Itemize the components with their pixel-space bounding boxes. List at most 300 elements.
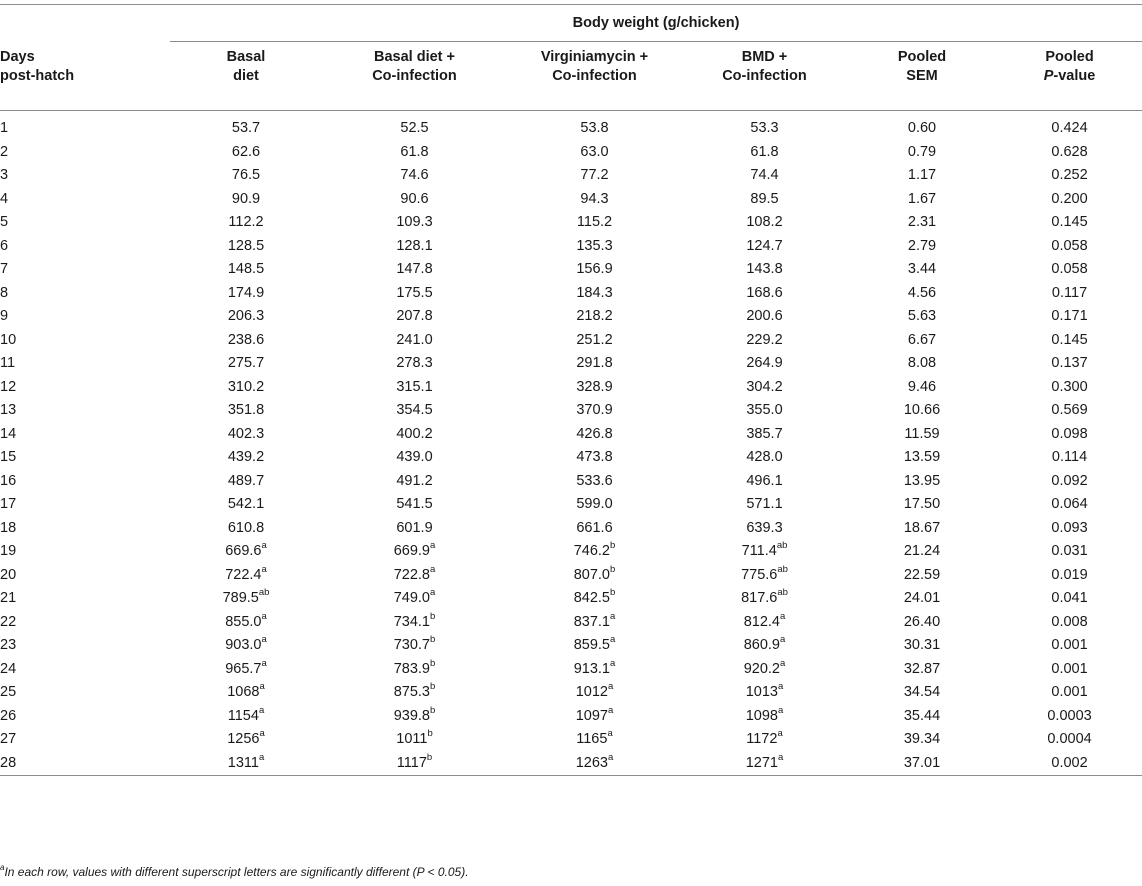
column-header-line2: post-hatch — [0, 67, 75, 84]
cell-value: 0.058 — [1051, 261, 1088, 277]
significance-superscript: a — [430, 540, 436, 552]
virginiamycin-cell — [507, 752, 682, 776]
pooled-sem-cell — [847, 681, 997, 705]
virginiamycin-cell — [507, 587, 682, 611]
cell-value: 0.001 — [1051, 660, 1088, 677]
cell-value: 115.2 — [576, 214, 613, 230]
column-header-days — [0, 42, 170, 111]
basal-diet-cell — [170, 493, 322, 517]
cell-value: 0.031 — [1051, 543, 1088, 559]
cell-value: 355.0 — [746, 402, 783, 418]
cell-value: 53.7 — [231, 120, 261, 136]
significance-superscript: ab — [258, 587, 270, 599]
cell-value: 108.2 — [746, 214, 783, 230]
p-value-cell — [997, 611, 1142, 635]
significance-superscript: b — [430, 634, 436, 646]
significance-superscript: a — [780, 634, 786, 646]
day-cell — [0, 141, 170, 165]
cell-value: 842.5 — [573, 590, 610, 606]
p-value-cell — [997, 446, 1142, 470]
significance-superscript: b — [430, 657, 436, 669]
day-cell — [0, 329, 170, 353]
cell-value: 913.1 — [573, 660, 610, 677]
day-cell — [0, 211, 170, 235]
cell-value: 639.3 — [746, 519, 783, 536]
table-row — [0, 111, 1142, 141]
basal-diet-cell — [170, 305, 322, 329]
table-row — [0, 399, 1142, 423]
cell-value: 76.5 — [231, 167, 261, 183]
significance-superscript: a — [607, 704, 614, 716]
day-cell — [0, 611, 170, 635]
basal-coinfection-cell — [322, 611, 507, 635]
table-row — [0, 329, 1142, 353]
column-header-line2: SEM — [906, 68, 938, 84]
basal-diet-cell — [170, 611, 322, 635]
basal-diet-cell — [170, 188, 322, 212]
pooled-sem-cell — [847, 493, 997, 517]
basal-diet-cell — [170, 517, 322, 541]
cell-value: 1154 — [227, 707, 259, 724]
virginiamycin-cell — [507, 329, 682, 353]
virginiamycin-cell — [507, 681, 682, 705]
table-row — [0, 540, 1142, 564]
cell-value: 74.6 — [400, 167, 429, 183]
cell-value: 135.3 — [576, 237, 613, 254]
basal-diet-cell — [170, 352, 322, 376]
table-row — [0, 611, 1142, 635]
cell-value: 200.6 — [746, 308, 783, 324]
column-header-line1: Virginiamycin + — [540, 49, 649, 65]
cell-value: 783.9 — [393, 660, 430, 677]
cell-value: 875.3 — [393, 684, 430, 700]
cell-value: 0.0004 — [1047, 731, 1092, 747]
pooled-sem-cell — [847, 141, 997, 165]
virginiamycin-cell — [507, 493, 682, 517]
cell-value: 1256 — [227, 731, 260, 747]
significance-superscript: a — [777, 751, 784, 763]
cell-value: 2.31 — [907, 214, 937, 230]
cell-value: 148.5 — [227, 261, 265, 277]
column-header-line2: diet — [233, 68, 259, 84]
cell-value: 206.3 — [227, 308, 265, 324]
day-cell — [0, 376, 170, 400]
bmd-cell — [682, 634, 847, 658]
footnote-text: In each row, values with different superscript letters are significantly different (P < 0.05). — [4, 865, 469, 879]
cell-value: 669.6 — [225, 543, 262, 559]
cell-value: 1271 — [745, 754, 778, 771]
cell-value: 428.0 — [746, 449, 783, 465]
cell-value: 0.171 — [1051, 308, 1088, 324]
virginiamycin-cell — [507, 517, 682, 541]
basal-coinfection-cell — [322, 376, 507, 400]
basal-coinfection-cell — [322, 399, 507, 423]
day-cell — [0, 540, 170, 564]
significance-superscript: b — [610, 563, 616, 575]
p-value-cell — [997, 282, 1142, 306]
cell-value: 291.8 — [576, 355, 613, 371]
basal-coinfection-cell — [322, 752, 507, 776]
pooled-sem-cell — [847, 517, 997, 541]
cell-value: 1.67 — [907, 190, 937, 207]
cell-value: 229.2 — [746, 331, 783, 348]
cell-value: 2 — [0, 143, 9, 160]
cell-value: 370.9 — [576, 402, 613, 418]
basal-diet-cell — [170, 111, 322, 141]
virginiamycin-cell — [507, 634, 682, 658]
day-cell — [0, 258, 170, 282]
cell-value: 10.66 — [903, 402, 941, 418]
cell-value: 7 — [0, 261, 9, 277]
basal-coinfection-cell — [322, 235, 507, 259]
basal-coinfection-cell — [322, 305, 507, 329]
cell-value: 1263 — [575, 754, 608, 771]
cell-value: 20 — [0, 566, 17, 583]
cell-value: 599.0 — [576, 496, 613, 512]
cell-value: 0.252 — [1051, 167, 1088, 183]
day-cell — [0, 470, 170, 494]
basal-coinfection-cell — [322, 634, 507, 658]
p-value-cell — [997, 564, 1142, 588]
virginiamycin-cell — [507, 470, 682, 494]
cell-value: 541.5 — [396, 496, 433, 512]
cell-value: 855.0 — [225, 613, 262, 630]
cell-value: 10 — [0, 331, 17, 348]
pooled-sem-cell — [847, 352, 997, 376]
cell-value: 0.041 — [1051, 590, 1088, 606]
cell-value: 3 — [0, 167, 9, 183]
table-row — [0, 752, 1142, 776]
table-row — [0, 211, 1142, 235]
day-cell — [0, 423, 170, 447]
significance-superscript: a — [610, 610, 616, 622]
table-row — [0, 517, 1142, 541]
column-header-line2: Co-infection — [372, 68, 457, 84]
bmd-cell — [682, 352, 847, 376]
pooled-sem-cell — [847, 376, 997, 400]
basal-coinfection-cell — [322, 164, 507, 188]
basal-diet-cell — [170, 681, 322, 705]
column-header-line1: Days — [0, 48, 35, 65]
cell-value: 26 — [0, 707, 17, 724]
cell-value: 749.0 — [393, 590, 430, 606]
column-header-bmd-coinfection — [682, 42, 847, 111]
cell-value: 238.6 — [227, 331, 265, 348]
cell-value: 13.95 — [903, 472, 941, 489]
p-value-cell — [997, 728, 1142, 752]
significance-superscript: b — [430, 704, 436, 716]
bmd-cell — [682, 164, 847, 188]
virginiamycin-cell — [507, 164, 682, 188]
cell-value: 0.60 — [907, 120, 937, 136]
cell-value: 278.3 — [396, 355, 433, 371]
significance-superscript: a — [259, 728, 265, 740]
significance-superscript: a — [610, 657, 616, 669]
column-header-line1: Basal — [226, 49, 266, 65]
cell-value: 0.001 — [1051, 684, 1088, 700]
column-header-basal-diet — [170, 42, 322, 111]
basal-coinfection-cell — [322, 564, 507, 588]
basal-coinfection-cell — [322, 587, 507, 611]
significance-superscript: a — [258, 704, 265, 716]
p-value-cell — [997, 705, 1142, 729]
cell-value: 128.5 — [227, 237, 265, 254]
cell-value: 12 — [0, 378, 17, 395]
cell-value: 30.31 — [903, 637, 941, 653]
pooled-sem-cell — [847, 164, 997, 188]
day-cell — [0, 587, 170, 611]
day-cell — [0, 728, 170, 752]
day-cell — [0, 658, 170, 682]
cell-value: 156.9 — [576, 261, 613, 277]
basal-coinfection-cell — [322, 188, 507, 212]
significance-superscript: a — [430, 563, 436, 575]
cell-value: 859.5 — [573, 637, 610, 653]
virginiamycin-cell — [507, 658, 682, 682]
cell-value: 18 — [0, 519, 17, 536]
virginiamycin-cell — [507, 211, 682, 235]
cell-value: 860.9 — [743, 637, 780, 653]
day-cell — [0, 235, 170, 259]
bmd-cell — [682, 611, 847, 635]
p-value-cell — [997, 681, 1142, 705]
table-row — [0, 423, 1142, 447]
cell-value: 34.54 — [903, 684, 941, 700]
cell-value: 17.50 — [903, 496, 941, 512]
cell-value: 0.145 — [1051, 214, 1088, 230]
column-header-pooled-p-value — [997, 42, 1142, 111]
cell-value: 0.569 — [1051, 402, 1088, 418]
basal-diet-cell — [170, 399, 322, 423]
pooled-sem-cell — [847, 705, 997, 729]
pooled-sem-cell — [847, 611, 997, 635]
virginiamycin-cell — [507, 376, 682, 400]
cell-value: 439.2 — [227, 449, 265, 465]
cell-value: 2.79 — [907, 237, 937, 254]
cell-value: 128.1 — [396, 237, 433, 254]
basal-coinfection-cell — [322, 211, 507, 235]
cell-value: 0.092 — [1051, 472, 1088, 489]
significance-superscript: a — [607, 681, 614, 693]
cell-value: 241.0 — [396, 331, 433, 348]
basal-diet-cell — [170, 728, 322, 752]
day-cell — [0, 111, 170, 141]
cell-value: 18.67 — [903, 519, 941, 536]
significance-superscript: a — [261, 610, 267, 622]
pooled-sem-cell — [847, 470, 997, 494]
cell-value: 722.8 — [393, 566, 430, 583]
cell-value: 491.2 — [396, 472, 433, 489]
table-row — [0, 164, 1142, 188]
cell-value: 39.34 — [903, 731, 941, 747]
cell-value: 6.67 — [907, 331, 937, 348]
cell-value: 328.9 — [576, 378, 613, 395]
cell-value: 542.1 — [227, 496, 265, 512]
cell-value: 402.3 — [227, 425, 265, 442]
cell-value: 1172 — [746, 731, 778, 747]
p-value-suffix: -value — [1053, 68, 1096, 84]
cell-value: 6 — [0, 237, 9, 254]
cell-value: 109.3 — [396, 214, 433, 230]
column-header-line2 — [997, 67, 1142, 86]
p-value-cell — [997, 164, 1142, 188]
cell-value: 184.3 — [576, 284, 613, 301]
cell-value: 496.1 — [746, 472, 783, 489]
basal-coinfection-cell — [322, 423, 507, 447]
column-header-virginiamycin-coinfection — [507, 42, 682, 111]
significance-superscript: a — [261, 540, 267, 552]
cell-value: 90.9 — [231, 190, 261, 207]
p-value-cell — [997, 376, 1142, 400]
basal-diet-cell — [170, 634, 322, 658]
cell-value: 143.8 — [746, 261, 783, 277]
cell-value: 1098 — [745, 707, 778, 724]
basal-diet-cell — [170, 235, 322, 259]
cell-value: 112.2 — [228, 214, 264, 230]
basal-coinfection-cell — [322, 517, 507, 541]
bmd-cell — [682, 188, 847, 212]
significance-superscript: a — [777, 728, 783, 740]
table-row — [0, 658, 1142, 682]
day-cell — [0, 305, 170, 329]
cell-value: 52.5 — [400, 120, 429, 136]
basal-coinfection-cell — [322, 329, 507, 353]
p-value-cell — [997, 517, 1142, 541]
basal-coinfection-cell — [322, 446, 507, 470]
cell-value: 789.5 — [222, 590, 259, 606]
cell-value: 439.0 — [396, 449, 433, 465]
cell-value: 304.2 — [746, 378, 783, 395]
table-row — [0, 446, 1142, 470]
cell-value: 62.6 — [231, 143, 261, 160]
cell-value: 21.24 — [903, 543, 941, 559]
p-value-cell — [997, 587, 1142, 611]
day-cell — [0, 446, 170, 470]
basal-coinfection-cell — [322, 141, 507, 165]
significance-superscript: a — [259, 681, 265, 693]
cell-value: 275.7 — [227, 355, 265, 371]
table-row — [0, 728, 1142, 752]
cell-value: 21 — [0, 590, 17, 606]
virginiamycin-cell — [507, 611, 682, 635]
significance-superscript: b — [426, 751, 433, 763]
cell-value: 1068 — [227, 684, 260, 700]
cell-value: 25 — [0, 684, 17, 700]
basal-diet-cell — [170, 564, 322, 588]
virginiamycin-cell — [507, 399, 682, 423]
cell-value: 53.8 — [580, 120, 609, 136]
significance-superscript: a — [777, 681, 784, 693]
cell-value: 14 — [0, 425, 17, 442]
bmd-cell — [682, 540, 847, 564]
column-header-line1: Pooled — [1045, 49, 1094, 65]
basal-diet-cell — [170, 282, 322, 306]
cell-value: 0.628 — [1051, 143, 1088, 160]
pooled-sem-cell — [847, 752, 997, 776]
virginiamycin-cell — [507, 305, 682, 329]
basal-diet-cell — [170, 211, 322, 235]
cell-value: 9 — [0, 308, 9, 324]
cell-value: 89.5 — [750, 190, 779, 207]
pooled-sem-cell — [847, 446, 997, 470]
cell-value: 5 — [0, 214, 9, 230]
table-row — [0, 681, 1142, 705]
cell-value: 385.7 — [746, 425, 783, 442]
bmd-cell — [682, 235, 847, 259]
cell-value: 0.424 — [1051, 120, 1088, 136]
p-value-cell — [997, 305, 1142, 329]
pooled-sem-cell — [847, 188, 997, 212]
basal-coinfection-cell — [322, 111, 507, 141]
table-row — [0, 705, 1142, 729]
cell-value: 812.4 — [743, 613, 780, 630]
significance-superscript: a — [261, 563, 267, 575]
cell-value: 965.7 — [225, 660, 262, 677]
cell-value: 22.59 — [903, 566, 941, 583]
cell-value: 17 — [0, 496, 17, 512]
cell-value: 4.56 — [907, 284, 937, 301]
virginiamycin-cell — [507, 282, 682, 306]
cell-value: 1011 — [396, 731, 428, 747]
bmd-cell — [682, 376, 847, 400]
significance-superscript: a — [610, 634, 616, 646]
cell-value: 251.2 — [576, 331, 613, 348]
cell-value: 24 — [0, 660, 17, 677]
basal-coinfection-cell — [322, 282, 507, 306]
basal-diet-cell — [170, 587, 322, 611]
pooled-sem-cell — [847, 728, 997, 752]
significance-superscript: a — [780, 657, 786, 669]
pooled-sem-cell — [847, 258, 997, 282]
cell-value: 207.8 — [396, 308, 433, 324]
bmd-cell — [682, 446, 847, 470]
cell-value: 1117 — [396, 754, 427, 771]
day-cell — [0, 493, 170, 517]
cell-value: 1 — [0, 120, 9, 136]
p-value-cell — [997, 493, 1142, 517]
cell-value: 1165 — [576, 731, 608, 747]
day-cell — [0, 399, 170, 423]
basal-coinfection-cell — [322, 728, 507, 752]
cell-value: 817.6 — [741, 590, 778, 606]
column-header-line1: BMD + — [741, 49, 788, 65]
cell-value: 351.8 — [227, 402, 265, 418]
bmd-cell — [682, 658, 847, 682]
basal-coinfection-cell — [322, 258, 507, 282]
cell-value: 315.1 — [396, 378, 433, 395]
bmd-cell — [682, 111, 847, 141]
bmd-cell — [682, 587, 847, 611]
pooled-sem-cell — [847, 111, 997, 141]
significance-superscript: b — [610, 540, 616, 552]
table-row — [0, 564, 1142, 588]
bmd-cell — [682, 305, 847, 329]
cell-value: 19 — [0, 543, 17, 559]
p-value-cell — [997, 352, 1142, 376]
cell-value: 77.2 — [580, 167, 609, 183]
column-header-line2: Co-infection — [722, 68, 807, 84]
cell-value: 1311 — [227, 754, 259, 771]
pooled-sem-cell — [847, 211, 997, 235]
cell-value: 8.08 — [907, 355, 937, 371]
footnote-marker: a — [0, 863, 5, 872]
p-value-cell — [997, 634, 1142, 658]
column-header-pooled-sem — [847, 42, 997, 111]
p-value-cell — [997, 211, 1142, 235]
p-italic: P — [1043, 68, 1054, 84]
cell-value: 746.2 — [573, 543, 610, 559]
cell-value: 0.001 — [1051, 637, 1088, 653]
